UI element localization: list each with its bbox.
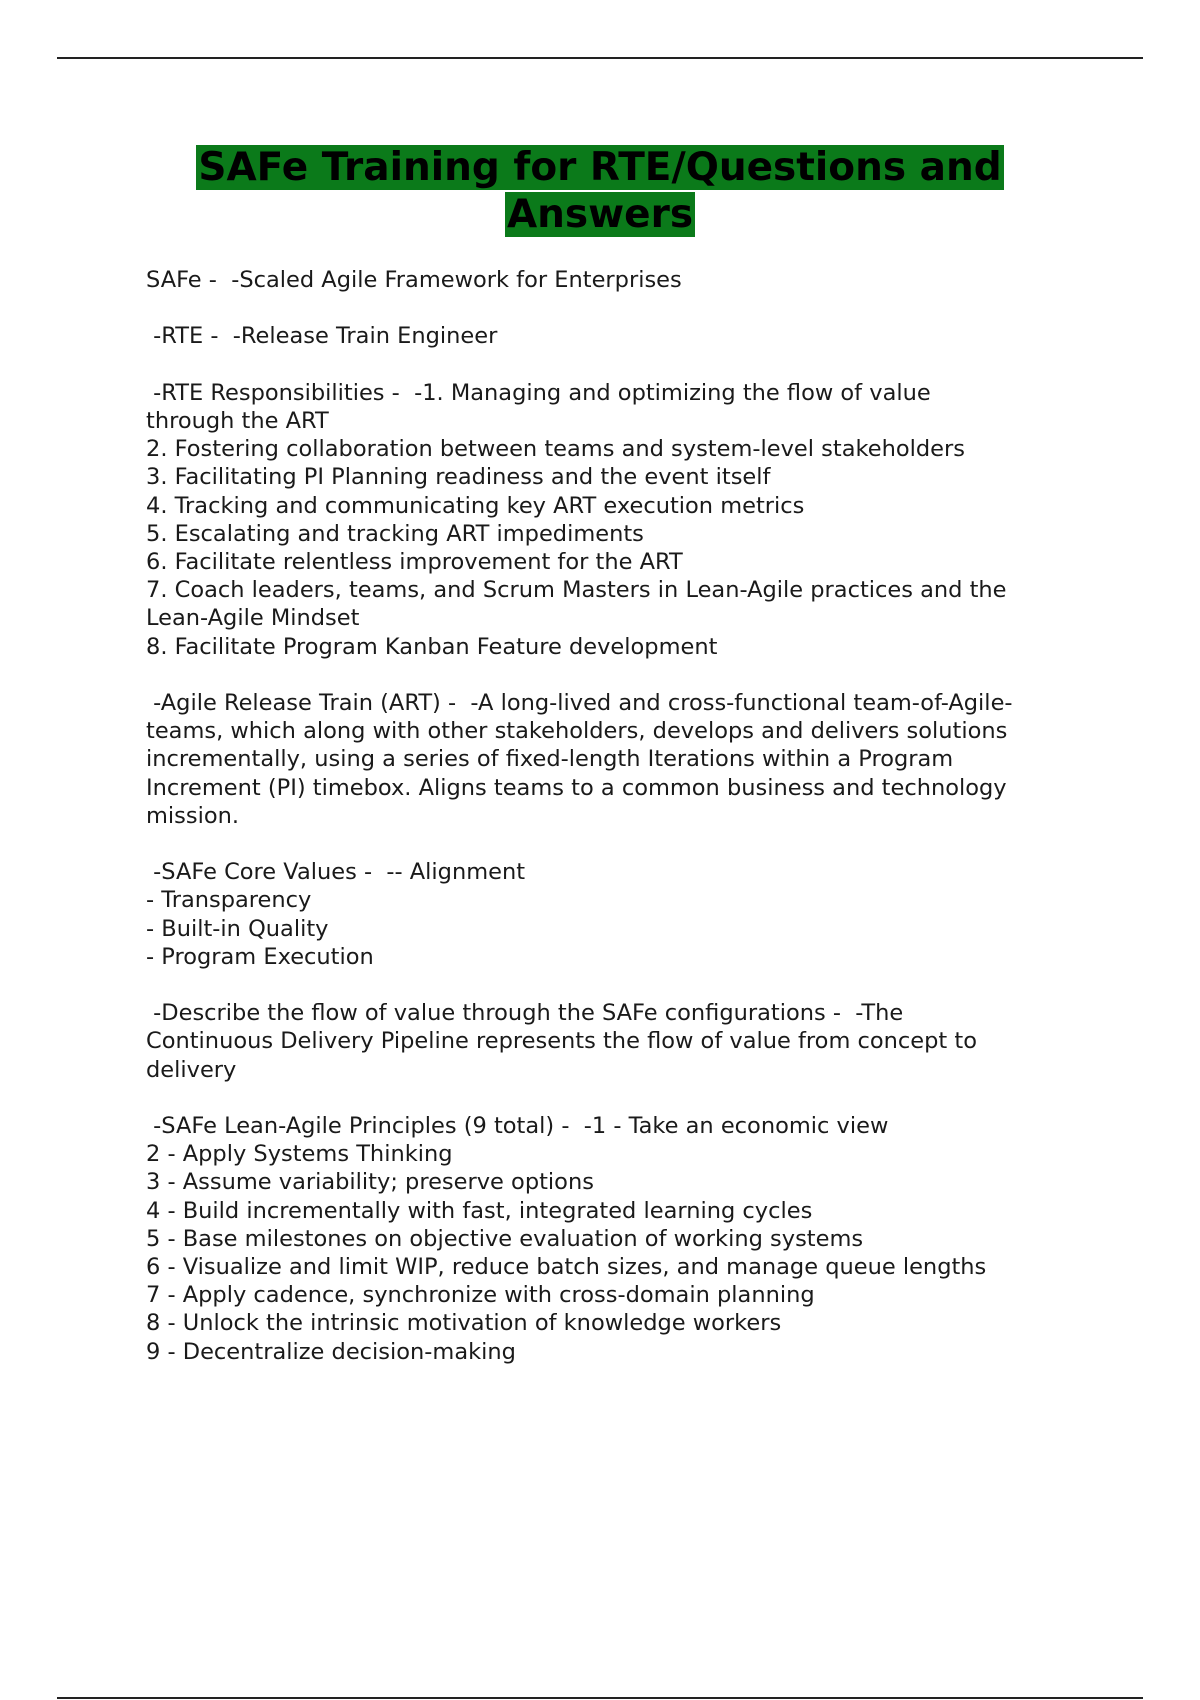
qa-entry bbox=[146, 266, 1106, 294]
qa-line: teams, which along with other stakeholders, develops and delivers solutions bbox=[146, 718, 1008, 745]
title-line-1: SAFe Training for RTE/Questions and bbox=[198, 145, 1002, 190]
qa-line: 4 - Build incrementally with fast, integrated learning cycles bbox=[146, 1197, 813, 1224]
qa-entry bbox=[146, 322, 1106, 350]
qa-entry bbox=[146, 689, 1106, 830]
qa-line: 5. Escalating and tracking ART impediments bbox=[146, 520, 644, 547]
top-rule bbox=[57, 57, 1143, 59]
qa-line: 8. Facilitate Program Kanban Feature development bbox=[146, 633, 718, 660]
document-title bbox=[0, 144, 1200, 238]
qa-line: incrementally, using a series of fixed-length Iterations within a Program bbox=[146, 746, 954, 773]
qa-line: 4. Tracking and communicating key ART execution metrics bbox=[146, 492, 805, 519]
qa-line: 3. Facilitating PI Planning readiness and the event itself bbox=[146, 464, 771, 491]
qa-line: -SAFe Lean-Agile Principles (9 total) - -1 - Take an economic view bbox=[146, 1113, 889, 1139]
qa-line: -SAFe Core Values - -- Alignment bbox=[146, 859, 526, 886]
qa-line: -RTE - -Release Train Engineer bbox=[146, 323, 498, 350]
qa-entry bbox=[146, 999, 1106, 1084]
qa-line: -RTE Responsibilities - -1. Managing and optimizing the flow of value bbox=[146, 379, 931, 406]
qa-line: - Built-in Quality bbox=[146, 915, 329, 942]
qa-line: 3 - Assume variability; preserve options bbox=[146, 1169, 594, 1196]
bottom-rule bbox=[57, 1697, 1143, 1699]
qa-line: mission. bbox=[146, 802, 240, 829]
qa-line: -Agile Release Train (ART) - -A long-lived and cross-functional team-of-Agile- bbox=[146, 690, 1013, 716]
qa-line: 8 - Unlock the intrinsic motivation of knowledge workers bbox=[146, 1310, 782, 1337]
qa-line: 7 - Apply cadence, synchronize with cross-domain planning bbox=[146, 1282, 815, 1309]
qa-line: 9 - Decentralize decision-making bbox=[146, 1338, 516, 1365]
qa-line: - Program Execution bbox=[146, 943, 374, 970]
qa-line: through the ART bbox=[146, 407, 329, 434]
qa-line: delivery bbox=[146, 1056, 237, 1083]
qa-line: 2 - Apply Systems Thinking bbox=[146, 1141, 453, 1168]
qa-line: 7. Coach leaders, teams, and Scrum Masters in Lean-Agile practices and the bbox=[146, 577, 1007, 604]
qa-line: 2. Fostering collaboration between teams and system-level stakeholders bbox=[146, 436, 965, 463]
qa-line: 5 - Base milestones on objective evaluation of working systems bbox=[146, 1225, 864, 1252]
qa-line: 6 - Visualize and limit WIP, reduce batch sizes, and manage queue lengths bbox=[146, 1254, 987, 1281]
qa-entry bbox=[146, 1112, 1106, 1366]
title-line-2: Answers bbox=[506, 192, 694, 237]
qa-line: -Describe the flow of value through the SAFe configurations - -The bbox=[146, 1000, 904, 1027]
qa-line: 6. Facilitate relentless improvement for the ART bbox=[146, 549, 683, 575]
qa-line: SAFe - -Scaled Agile Framework for Enterprises bbox=[146, 267, 682, 293]
qa-line: - Transparency bbox=[146, 887, 312, 914]
qa-entry bbox=[146, 858, 1106, 971]
qa-content bbox=[146, 266, 1106, 1394]
qa-line: Lean-Agile Mindset bbox=[146, 605, 360, 632]
qa-line: Increment (PI) timebox. Aligns teams to a common business and technology bbox=[146, 774, 1007, 801]
qa-entry bbox=[146, 379, 1106, 661]
qa-line: Continuous Delivery Pipeline represents the flow of value from concept to bbox=[146, 1028, 977, 1055]
